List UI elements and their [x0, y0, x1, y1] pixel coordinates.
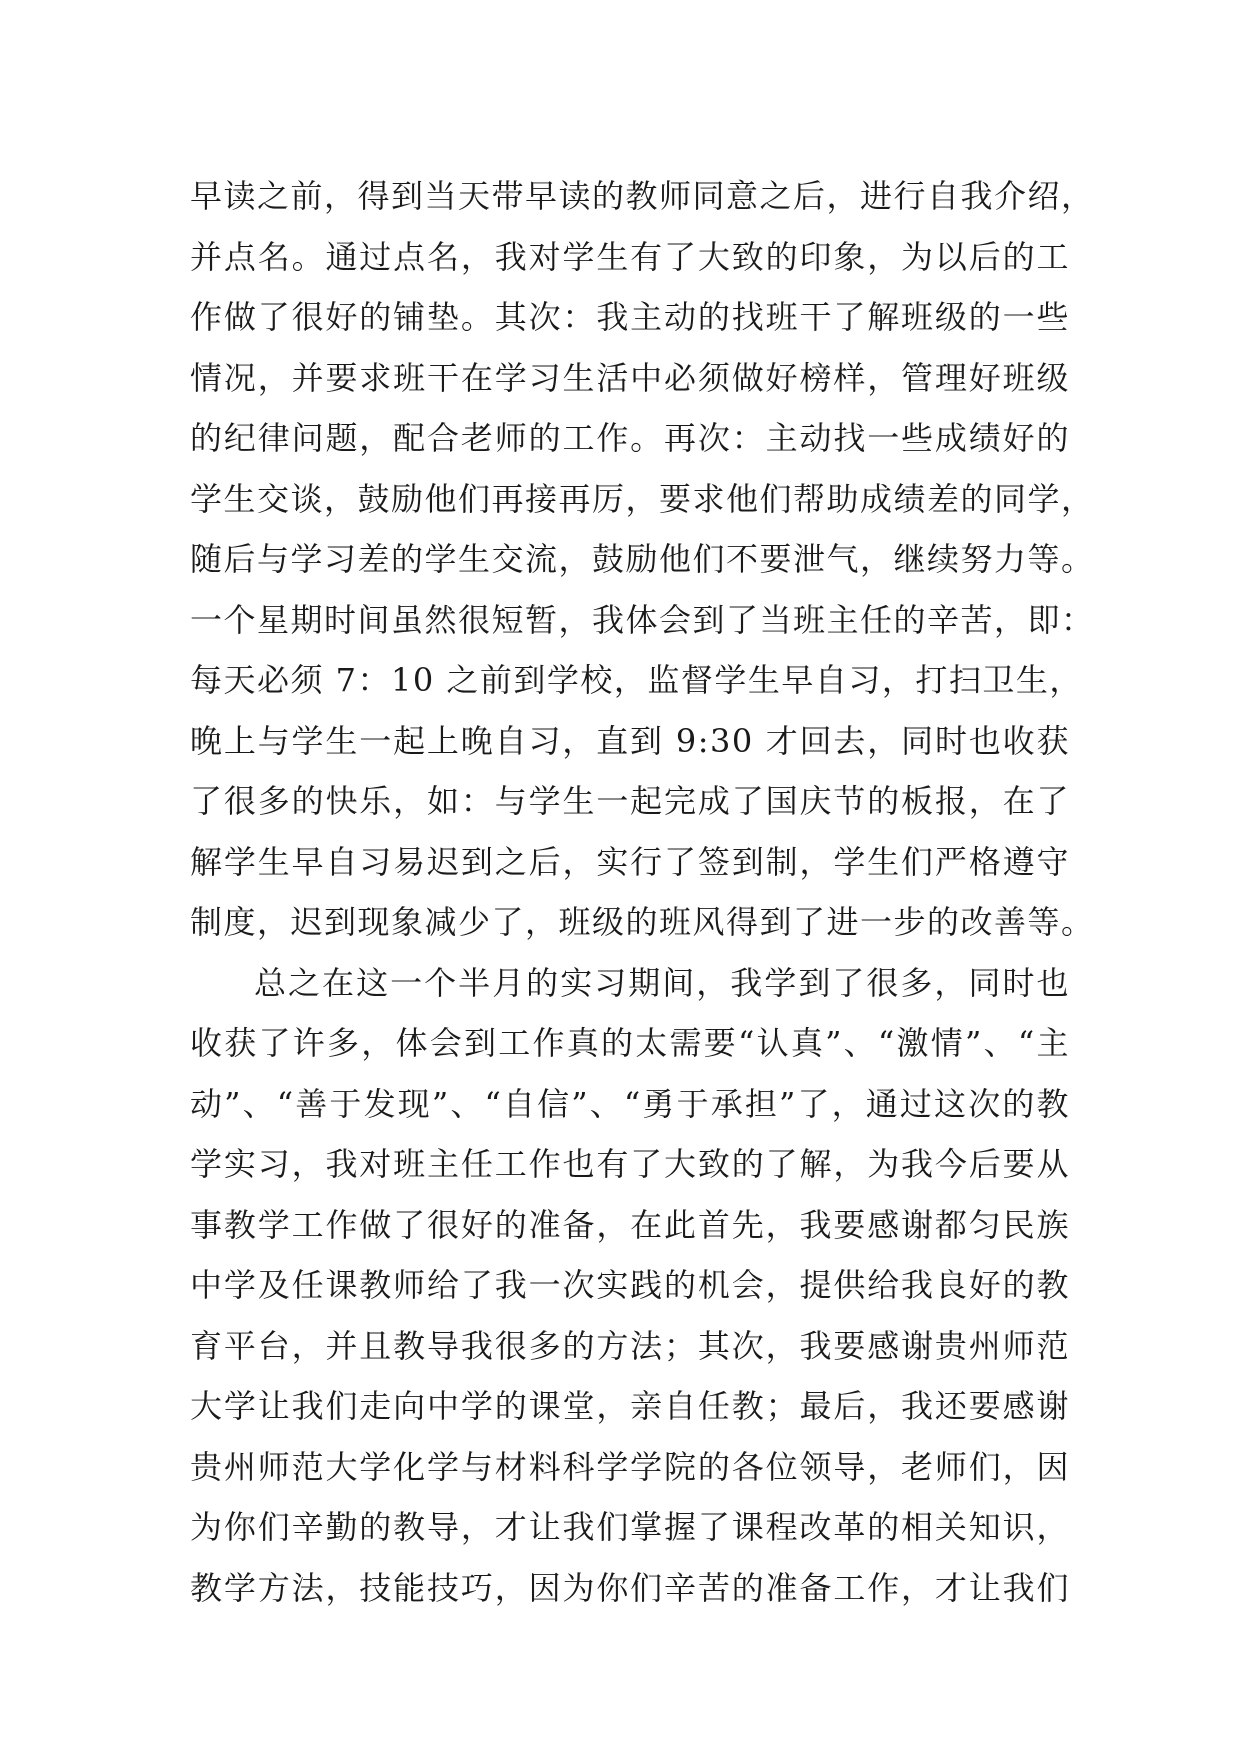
text-line: 动”、“善于发现”、“自信”、“勇于承担”了，通过这次的教 — [190, 1084, 1070, 1123]
text-line: 解学生早自习易迟到之后，实行了签到制，学生们严格遵守 — [190, 842, 1070, 881]
text-line: 教学方法，技能技巧，因为你们辛苦的准备工作，才让我们 — [190, 1568, 1070, 1607]
paragraph-start-line: 总之在这一个半月的实习期间，我学到了很多，同时也 — [254, 963, 1070, 1002]
text-line: 随后与学习差的学生交流，鼓励他们不要泄气，继续努力等。 — [190, 540, 1095, 578]
body-text — [190, 166, 1095, 1618]
text-line: 大学让我们走向中学的课堂，亲自任教；最后，我还要感谢 — [190, 1387, 1070, 1425]
text-line: 事教学工作做了很好的准备，在此首先，我要感谢都匀民族 — [190, 1205, 1070, 1244]
text-line: 早读之前，得到当天带早读的教师同意之后，进行自我介绍， — [190, 177, 1095, 215]
text-line: 情况，并要求班干在学习生活中必须做好榜样，管理好班级 — [190, 358, 1070, 397]
text-line: 学实习，我对班主任工作也有了大致的了解，为我今后要从 — [190, 1145, 1070, 1183]
text-line: 中学及任课教师给了我一次实践的机会，提供给我良好的教 — [190, 1266, 1070, 1304]
text-line: 并点名。通过点名，我对学生有了大致的印象，为以后的工 — [190, 237, 1070, 276]
text-line: 作做了很好的铺垫。其次：我主动的找班干了解班级的一些 — [190, 298, 1070, 336]
text-line: 的纪律问题，配合老师的工作。再次：主动找一些成绩好的 — [190, 419, 1070, 457]
text-line: 每天必须 7：10 之前到学校，监督学生早自习，打扫卫生， — [190, 661, 1083, 699]
text-line: 制度，迟到现象减少了，班级的班风得到了进一步的改善等。 — [190, 903, 1095, 941]
text-line: 为你们辛勤的教导，才让我们掌握了课程改革的相关知识， — [190, 1508, 1070, 1546]
text-line: 学生交谈，鼓励他们再接再厉，要求他们帮助成绩差的同学， — [190, 479, 1095, 518]
text-line: 收获了许多，体会到工作真的太需要“认真”、“激情”、“主 — [190, 1024, 1070, 1062]
text-line: 育平台，并且教导我很多的方法；其次，我要感谢贵州师范 — [190, 1326, 1070, 1365]
text-line: 了很多的快乐，如：与学生一起完成了国庆节的板报，在了 — [190, 782, 1070, 820]
text-line: 晚上与学生一起上晚自习，直到 9:30 才回去，同时也收获 — [190, 721, 1070, 760]
text-line: 一个星期时间虽然很短暂，我体会到了当班主任的辛苦，即： — [190, 600, 1095, 639]
text-line: 贵州师范大学化学与材料科学学院的各位领导，老师们，因 — [190, 1447, 1070, 1486]
